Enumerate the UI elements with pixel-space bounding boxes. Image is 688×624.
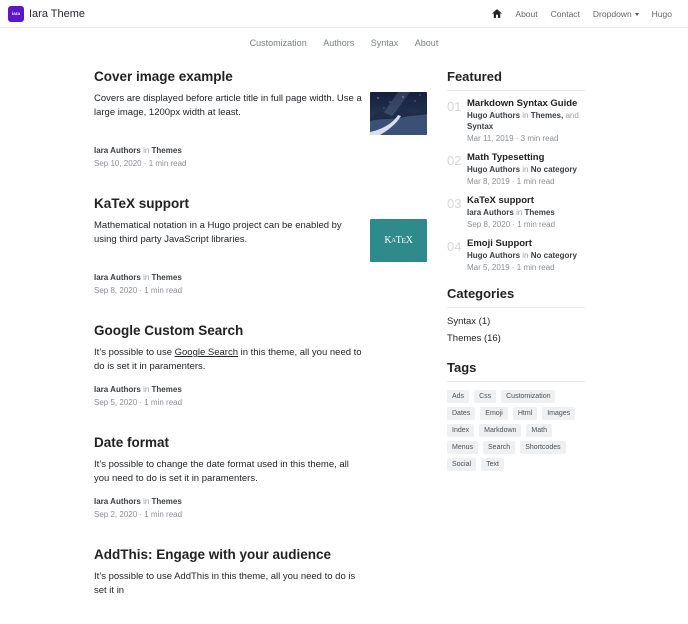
article-excerpt: Covers are displayed before article title in full page width. Use a large image, 1200px width at least. xyxy=(94,93,362,118)
featured-heading: Featured xyxy=(447,69,585,91)
article-katex-support xyxy=(94,196,427,297)
excerpt-text: in this theme, all you need to do is set it in paramenters. xyxy=(94,347,362,372)
nav-dropdown[interactable] xyxy=(593,9,639,19)
featured-item xyxy=(447,98,585,144)
featured-date: Mar 11, 2019 · 3 min read xyxy=(467,134,559,143)
nav-link-about[interactable]: About xyxy=(515,8,538,19)
nav-dropdown-label: Dropdown xyxy=(592,8,632,19)
tag-pill-ads[interactable]: Ads xyxy=(447,390,469,403)
article-date: Sep 8, 2020 · 1 min read xyxy=(94,286,183,295)
featured-title[interactable]: Emoji Support xyxy=(467,238,532,249)
featured-title[interactable]: KaTeX support xyxy=(467,195,534,206)
brand-title: Iara Theme xyxy=(29,7,86,20)
home-icon[interactable] xyxy=(492,9,502,18)
tag-pill-social[interactable]: Social xyxy=(447,458,476,471)
author-link[interactable]: Iara Authors xyxy=(94,146,141,155)
author-link[interactable]: Iara Authors xyxy=(467,208,514,217)
tag-pill-shortcodes[interactable]: Shortcodes xyxy=(520,441,565,454)
tag-pill-menus[interactable]: Menus xyxy=(447,441,478,454)
tag-pill-customization[interactable]: Customization xyxy=(501,390,555,403)
categories-heading: Categories xyxy=(447,286,585,308)
article-title[interactable]: Date format xyxy=(94,435,170,450)
subnav-link-customization[interactable]: Customization xyxy=(249,38,307,48)
featured-date: Mar 5, 2019 · 1 min read xyxy=(467,263,555,272)
meta-in-word: in xyxy=(522,165,529,174)
featured-item xyxy=(447,152,585,187)
article-meta xyxy=(94,383,427,409)
category-link[interactable]: Themes xyxy=(151,273,182,282)
author-link[interactable]: Iara Authors xyxy=(94,497,141,506)
article-excerpt xyxy=(94,346,366,374)
category-syntax-link[interactable]: Syntax (1) xyxy=(447,316,491,327)
katex-letter: T xyxy=(395,235,402,246)
article-title[interactable]: AddThis: Engage with your audience xyxy=(94,547,332,562)
featured-rank: 01 xyxy=(447,99,462,114)
article-excerpt: Mathematical notation in a Hugo project can be enabled by using third party JavaScript libraries. xyxy=(94,220,342,245)
tag-pill-html[interactable]: Html xyxy=(513,407,537,420)
meta-in-word: in xyxy=(143,497,150,506)
article-title[interactable]: KaTeX support xyxy=(94,196,190,211)
article-meta xyxy=(94,495,427,521)
category-link[interactable]: No category xyxy=(530,165,577,174)
navbar-links xyxy=(492,9,672,19)
tag-pill-css[interactable]: Css xyxy=(474,390,496,403)
katex-letter: X xyxy=(405,235,413,246)
tag-pill-index[interactable]: Index xyxy=(447,424,474,437)
category-link[interactable]: Themes, xyxy=(530,111,564,120)
katex-letter: E xyxy=(401,236,406,245)
article-google-custom-search xyxy=(94,323,427,409)
article-date-format xyxy=(94,435,427,521)
category-link[interactable]: Themes xyxy=(151,497,182,506)
featured-item xyxy=(447,238,585,273)
iara-logo-icon: iara xyxy=(8,6,24,22)
article-cover-image-example xyxy=(94,69,427,170)
article-date: Sep 2, 2020 · 1 min read xyxy=(94,510,183,519)
article-title[interactable]: Google Custom Search xyxy=(94,323,244,338)
sidebar xyxy=(447,69,585,624)
category-link[interactable]: Themes xyxy=(151,385,182,394)
subnav-link-syntax[interactable]: Syntax xyxy=(370,38,399,48)
tag-pill-search[interactable]: Search xyxy=(483,441,515,454)
brand[interactable] xyxy=(8,6,85,22)
caret-down-icon xyxy=(635,13,639,16)
featured-date: Mar 8, 2019 · 1 min read xyxy=(467,177,555,186)
article-thumbnail-night-road[interactable] xyxy=(370,92,427,135)
category-link[interactable]: Syntax xyxy=(467,122,494,131)
nav-link-hugo[interactable]: Hugo xyxy=(651,8,672,19)
excerpt-text: It’s possible to use xyxy=(94,347,175,358)
article-title[interactable]: Cover image example xyxy=(94,69,233,84)
katex-letter: K xyxy=(384,235,392,246)
article-thumbnail-katex[interactable] xyxy=(370,219,427,262)
category-link[interactable]: Themes xyxy=(151,146,182,155)
meta-in-word: in xyxy=(143,385,150,394)
meta-and-word: and xyxy=(565,111,579,120)
google-search-link[interactable]: Google Search xyxy=(174,347,238,358)
article-excerpt: It’s possible to change the date format used in this theme, all you need to do is set it in paramenters. xyxy=(94,459,349,484)
meta-in-word: in xyxy=(143,146,150,155)
article-excerpt: It’s possible to use AddThis in this theme, all you need to do is set it in xyxy=(94,571,356,596)
category-link[interactable]: No category xyxy=(530,251,577,260)
nav-link-contact[interactable]: Contact xyxy=(550,8,580,19)
category-link[interactable]: Themes xyxy=(524,208,555,217)
meta-in-word: in xyxy=(522,111,529,120)
category-themes-link[interactable]: Themes (16) xyxy=(447,333,501,344)
article-meta xyxy=(94,144,427,170)
author-link[interactable]: Hugo Authors xyxy=(467,251,521,260)
author-link[interactable]: Iara Authors xyxy=(94,385,141,394)
article-meta xyxy=(94,271,427,297)
article-date: Sep 5, 2020 · 1 min read xyxy=(94,398,183,407)
top-navbar xyxy=(0,0,688,28)
tags-heading: Tags xyxy=(447,360,585,382)
meta-in-word: in xyxy=(143,273,150,282)
author-link[interactable]: Hugo Authors xyxy=(467,111,521,120)
meta-in-word: in xyxy=(522,251,529,260)
tag-pill-math[interactable]: Math xyxy=(526,424,552,437)
tag-pill-dates[interactable]: Dates xyxy=(447,407,475,420)
featured-title[interactable]: Math Typesetting xyxy=(467,152,545,163)
tag-pill-markdown[interactable]: Markdown xyxy=(479,424,521,437)
categories-section xyxy=(447,286,585,347)
author-link[interactable]: Iara Authors xyxy=(94,273,141,282)
tag-pill-images[interactable]: Images xyxy=(542,407,575,420)
subnav-link-about[interactable]: About xyxy=(414,38,439,48)
subnav-link-authors[interactable]: Authors xyxy=(323,38,355,48)
tag-pill-text[interactable]: Text xyxy=(481,458,504,471)
article-addthis xyxy=(94,547,427,598)
featured-rank: 02 xyxy=(447,153,462,168)
featured-item xyxy=(447,195,585,230)
meta-in-word: in xyxy=(516,208,523,217)
page-content xyxy=(94,69,585,624)
article-date: Sep 10, 2020 · 1 min read xyxy=(94,159,187,168)
author-link[interactable]: Hugo Authors xyxy=(467,165,521,174)
featured-title[interactable]: Markdown Syntax Guide xyxy=(467,98,578,109)
katex-letter: A xyxy=(391,237,396,244)
featured-section xyxy=(447,69,585,273)
featured-rank: 03 xyxy=(447,196,462,211)
featured-rank: 04 xyxy=(447,239,462,254)
tag-pill-emoji[interactable]: Emoji xyxy=(480,407,508,420)
featured-date: Sep 8, 2020 · 1 min read xyxy=(467,220,556,229)
article-list xyxy=(94,69,427,624)
secondary-nav xyxy=(0,28,688,56)
tags-section xyxy=(447,360,585,471)
